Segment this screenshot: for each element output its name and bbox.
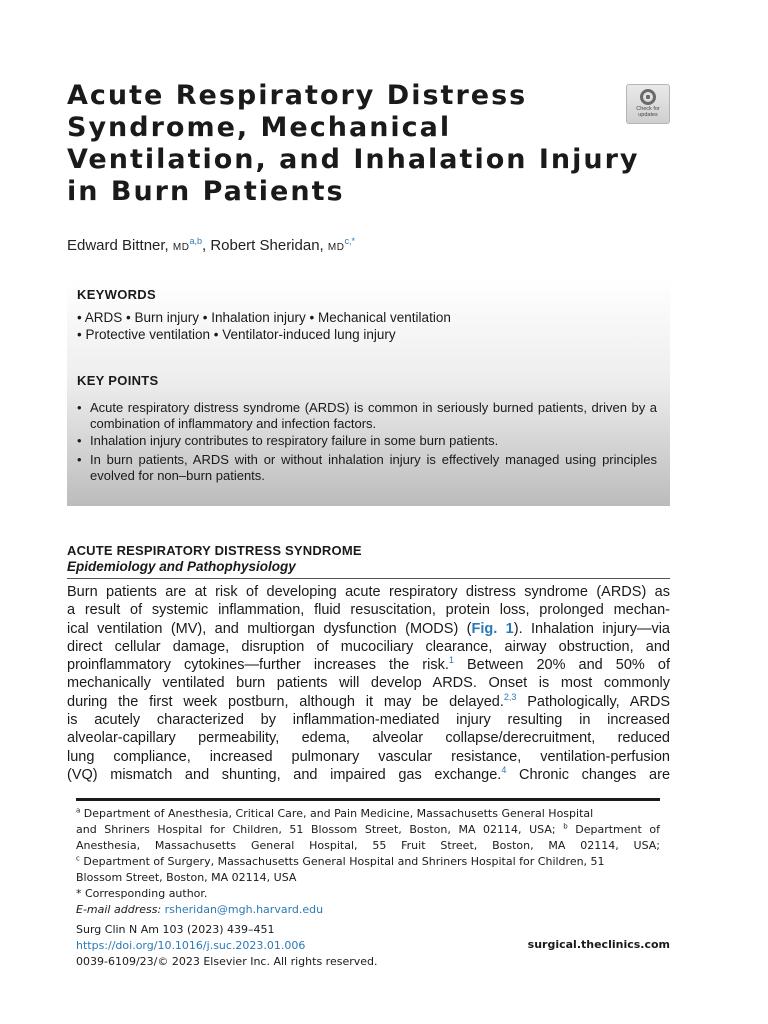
text-line: lung compliance, increased pulmonary vascular resistance, ventilation-perfusion — [67, 748, 670, 765]
key-point — [77, 400, 657, 432]
journal-site[interactable]: surgical.theclinics.com — [527, 938, 670, 951]
reference-link[interactable]: 4 — [501, 765, 507, 776]
check-updates-icon — [640, 89, 656, 105]
title-line: Ventilation, and Inhalation Injury — [67, 144, 640, 175]
footnote-line: Anesthesia, Massachusetts General Hospital, 55 Fruit Street, Boston, MA 02114, USA; — [76, 839, 660, 852]
footnote-line: Blossom Street, Boston, MA 02114, USA — [76, 871, 297, 884]
title-line: Syndrome, Mechanical — [67, 112, 452, 143]
key-points-heading: KEY POINTS — [77, 373, 159, 388]
text-segment: during the first week postburn, although it may be delayed. — [67, 693, 504, 710]
text-line: is acutely characterized by inflammation-mediated injury resulting in increased — [67, 712, 670, 729]
keyword-line: • ARDS • Burn injury • Inhalation injury • Mechanical ventilation — [77, 310, 451, 325]
keyword-line: • Protective ventilation • Ventilator-induced lung injury — [77, 327, 396, 342]
text-segment: ical ventilation (MV), and multiorgan dysfunction (MODS) ( — [67, 620, 472, 637]
text-line: direct cellular damage, disruption of mucociliary clearance, airway obstruction, and — [67, 638, 670, 655]
author-affiliation[interactable]: a,b — [189, 236, 202, 246]
author-list: Edward Bittner, MD$^{a,b}$, Robert Sheridan, $MD^{c,*}$ — [67, 236, 355, 254]
keywords-heading: KEYWORDS — [77, 287, 156, 302]
key-point-text: Acute respiratory distress syndrome (ARDS) is common in seriously burned patients, driven by a combination of inflammatory and infection factors. — [90, 400, 657, 431]
key-point-text: In burn patients, ARDS with or without inhalation injury is effectively managed using principles evolved for non–burn patients. — [90, 452, 657, 483]
figure-link[interactable]: Fig. 1 — [471, 620, 514, 637]
author-degree: MD — [172, 242, 190, 253]
check-updates-label: Check for updates — [636, 106, 660, 118]
text-segment: ). Inhalation injury—via — [513, 620, 670, 637]
text-segment: Between 20% and 50% of — [453, 657, 670, 674]
body-paragraph — [67, 583, 670, 784]
footnote-line — [76, 854, 660, 870]
author-name: Robert Sheridan, — [210, 237, 324, 254]
citation-block — [76, 922, 378, 970]
key-point-text: Inhalation injury contributes to respiratory failure in some burn patients. — [90, 433, 499, 448]
footnote-line — [76, 806, 660, 822]
bullet-icon: • — [77, 433, 82, 448]
reference-link[interactable]: 1 — [448, 655, 454, 666]
email-line — [76, 902, 660, 918]
key-point — [77, 433, 657, 449]
text-segment: proinflammatory cytokines—further increases the risk. — [67, 657, 449, 674]
text-segment: (VQ) mismatch and shunting, and impaired gas exchange. — [67, 766, 502, 783]
bullet-icon: • — [77, 400, 82, 415]
corresponding-author: * Corresponding author. — [76, 887, 208, 900]
affiliation-a-cont: and Shriners Hospital for Children, 51 Blossom Street, Boston, MA 02114, USA; — [76, 823, 556, 836]
footnote-mark: b — [563, 822, 568, 831]
keywords-box — [67, 280, 670, 506]
key-point — [77, 452, 657, 484]
reference-link[interactable]: 2,3 — [503, 691, 517, 702]
footnote-mark: a — [76, 806, 81, 815]
footnote-divider — [76, 798, 660, 801]
doi-link[interactable]: https://doi.org/10.1016/j.suc.2023.01.006 — [76, 939, 306, 952]
check-for-updates-badge[interactable] — [626, 84, 670, 124]
text-segment: Chronic changes are — [506, 766, 671, 783]
text-line — [67, 693, 670, 711]
text-line: alveolar-capillary permeability, edema, alveolar collapse/derecruitment, reduced — [67, 730, 670, 747]
text-line — [67, 620, 670, 638]
affiliation-footnotes — [76, 806, 660, 918]
text-segment: Pathologically, ARDS — [516, 693, 670, 710]
text-line: Burn patients are at risk of developing acute respiratory distress syndrome (ARDS) as — [67, 584, 670, 600]
bullet-icon: • — [77, 452, 82, 467]
author-affiliation[interactable]: c,* — [344, 236, 355, 246]
copyright-notice: 0039-6109/23/© 2023 Elsevier Inc. All rights reserved. — [76, 955, 378, 968]
section-subheading: Epidemiology and Pathophysiology — [67, 559, 296, 574]
affiliation-a: Department of Anesthesia, Critical Care, and Pain Medicine, Massachusetts General Hospital — [80, 807, 594, 820]
affiliation-c: Department of Surgery, Massachusetts General Hospital and Shriners Hospital for Children, 51 — [79, 855, 605, 868]
affiliation-b: Department of — [567, 823, 660, 836]
author-name: Edward Bittner, — [67, 237, 169, 254]
section-heading: ACUTE RESPIRATORY DISTRESS SYNDROME — [67, 543, 362, 558]
text-line: a result of systemic inflammation, fluid resuscitation, protein loss, prolonged mechan- — [67, 602, 670, 619]
email-label: E-mail address: — [76, 903, 162, 916]
author-degree: MD — [327, 242, 345, 253]
footnote-line — [76, 822, 660, 838]
article-title — [67, 80, 640, 208]
email-link[interactable]: rsheridan@mgh.harvard.edu — [164, 903, 324, 916]
text-line: mechanically ventilated burn patients will develop ARDS. Onset is most commonly — [67, 675, 670, 692]
text-line — [67, 766, 670, 784]
text-line — [67, 656, 670, 674]
section-divider — [67, 578, 670, 579]
journal-citation: Surg Clin N Am 103 (2023) 439–451 — [76, 923, 275, 936]
footnote-mark: c — [76, 854, 80, 863]
title-line: Acute Respiratory Distress — [67, 80, 528, 111]
title-line: in Burn Patients — [67, 176, 345, 207]
